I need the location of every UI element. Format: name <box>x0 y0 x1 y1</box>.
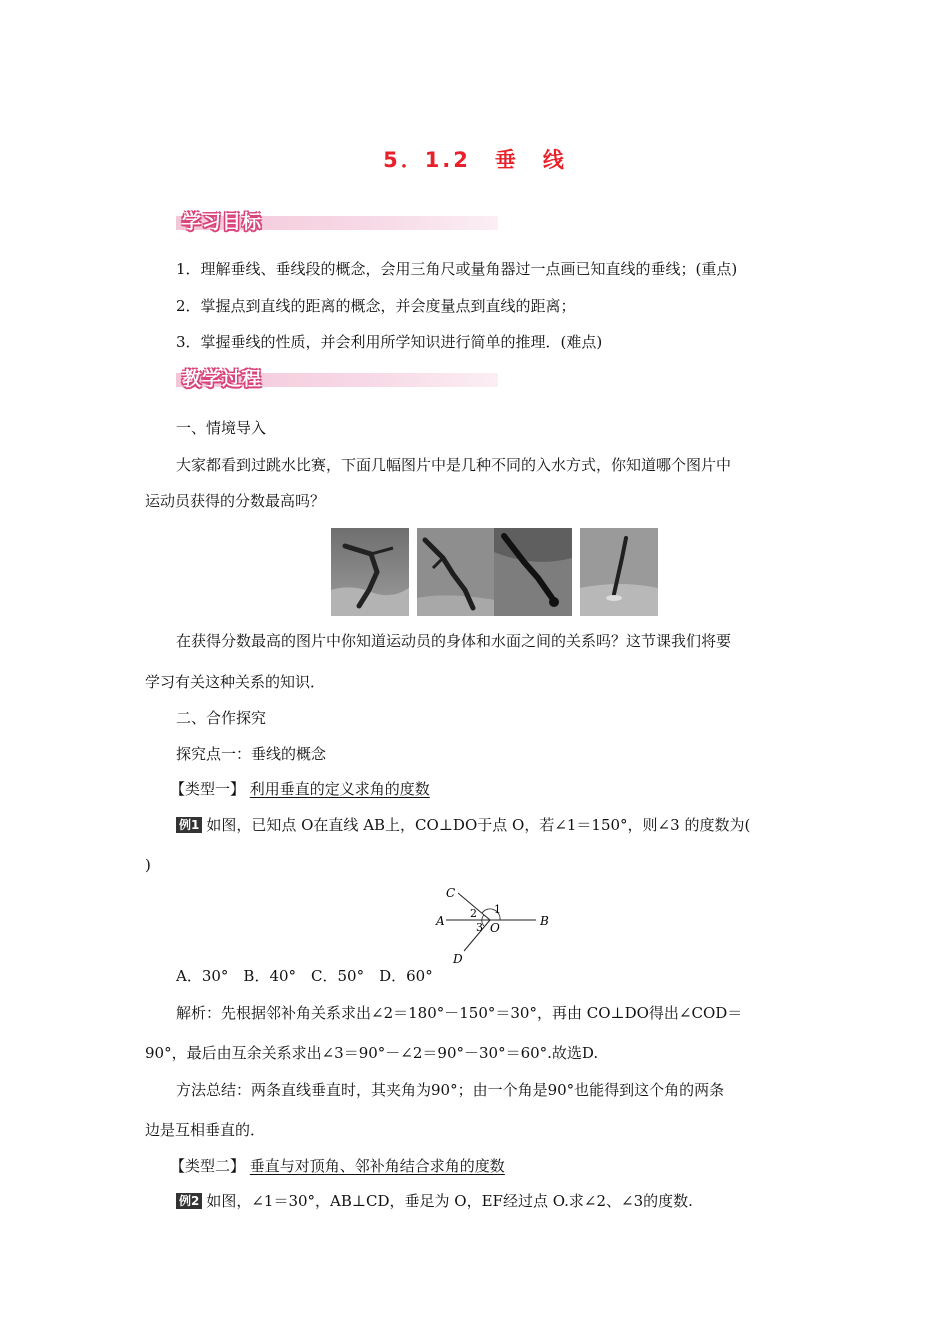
example-2-badge: 例2 <box>176 1193 202 1209</box>
diving-photo-3 <box>494 528 572 616</box>
example-1-text: 如图，已知点 O在直线 AB上，CO⊥DO于点 O，若∠1＝150°，则∠3 的度数为( <box>206 816 751 834</box>
example-1-badge: 例1 <box>176 817 202 833</box>
example-1-method-line-2: 边是互相垂直的． <box>145 1121 266 1139</box>
label-b: B <box>540 914 549 928</box>
example-2-text: 如图，∠1＝30°，AB⊥CD，垂足为 O，EF经过点 O.求∠2、∠3的度数. <box>206 1192 693 1210</box>
explore-point-1: 探究点一：垂线的概念 <box>176 745 327 763</box>
section-header-process <box>176 364 498 390</box>
section-header-label: 学习目标 <box>182 211 263 233</box>
intro-paragraph-2-line-2: 学习有关这种关系的知识． <box>145 673 326 691</box>
intro-paragraph-1-line-2: 运动员获得的分数最高吗？ <box>145 492 326 510</box>
type-2-label: 【类型二】 <box>170 1157 246 1175</box>
objective-1: 1．理解垂线、垂线段的概念，会用三角尺或量角器过一点画已知直线的垂线；(重点) <box>176 260 738 278</box>
type-1-label: 【类型一】 <box>170 780 246 798</box>
label-c: C <box>446 886 456 900</box>
objective-3: 3．掌握垂线的性质，并会利用所学知识进行简单的推理．(难点) <box>176 333 603 351</box>
example-1-options: A．30° B．40° C．50° D．60° <box>176 967 433 985</box>
example-1-diagram <box>428 885 558 965</box>
label-a: A <box>436 914 445 928</box>
label-o: O <box>490 921 500 935</box>
intro-paragraph-2-line-1: 在获得分数最高的图片中你知道运动员的身体和水面之间的关系吗？这节课我们将要 <box>176 632 732 650</box>
example-1-solution-line-2: 90°，最后由互余关系求出∠3＝90°－∠2＝90°－30°＝60°.故选D. <box>145 1044 599 1062</box>
example-1-solution-line-1: 解析：先根据邻补角关系求出∠2＝180°－150°＝30°，再由 CO⊥DO得出∠COD＝ <box>176 1004 743 1022</box>
type-1-title: 利用垂直的定义求角的度数 <box>249 780 430 798</box>
diving-photo-4 <box>580 528 658 616</box>
type-1-heading <box>170 779 430 799</box>
objective-2: 2．掌握点到直线的距离的概念，并会度量点到直线的距离； <box>176 297 576 315</box>
intro-heading: 一、情境导入 <box>176 419 267 437</box>
label-angle-2: 2 <box>470 907 477 920</box>
example-1-line-2: ) <box>145 856 151 874</box>
label-d: D <box>453 952 463 965</box>
section-header-objectives <box>176 207 498 233</box>
label-angle-1: 1 <box>494 903 501 916</box>
explore-heading: 二、合作探究 <box>176 709 267 727</box>
example-2-line-1 <box>176 1191 693 1211</box>
section-header-label: 教学过程 <box>182 368 263 390</box>
label-angle-3: 3 <box>476 921 483 934</box>
type-2-heading <box>170 1156 505 1176</box>
example-1-method-line-1: 方法总结：两条直线垂直时，其夹角为90°；由一个角是90°也能得到这个角的两条 <box>176 1081 725 1099</box>
example-1-line-1 <box>176 815 750 835</box>
type-2-title: 垂直与对顶角、邻补角结合求角的度数 <box>249 1157 505 1175</box>
diving-photo-2 <box>417 528 495 616</box>
diving-photo-1 <box>331 528 409 616</box>
intro-paragraph-1-line-1: 大家都看到过跳水比赛，下面几幅图片中是几种不同的入水方式，你知道哪个图片中 <box>176 456 732 474</box>
page-title: 5．1.2 垂 线 <box>383 148 567 172</box>
